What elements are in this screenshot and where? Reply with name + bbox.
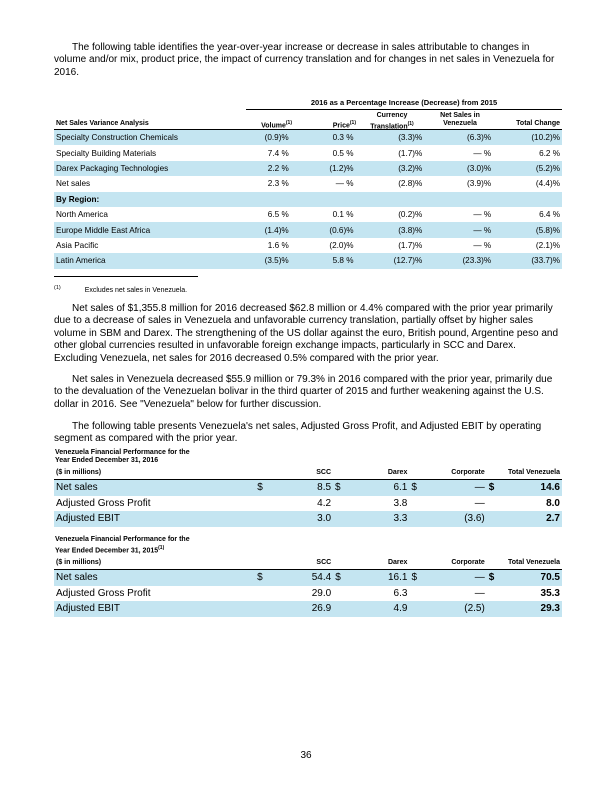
table-row: Specialty Building Materials 7.4 % 0.5 % (1.7)% — % 6.2 % <box>56 148 560 158</box>
table-row: Specialty Construction Chemicals (0.9)% 0.3 % (3.3)% (6.3)% (10.2)% <box>54 130 562 145</box>
table-row: Net sales $ 8.5 $ 6.1 $ — $ 14.6 <box>54 480 562 496</box>
table-row: Darex Packaging Technologies 2.2 % (1.2)% (3.2)% (3.0)% (5.2)% <box>54 161 562 176</box>
net-sales-paragraph: Net sales of $1,355.8 million for 2016 decreased $62.8 million or 4.4% compared with the prior year primarily due to a decrease of sales in Venezuela and unfavorable currency translation, partially offset by higher sales volume in SBM and Darex. The strengthening of the US dollar against the euro, British pound, Argentine peso and other global currencies resulted in unfavorable foreign exchange impacts, particularly in SCC and Darex. Excluding Venezuela, net sales for 2016 decreased 0.5% compared with the prior year. <box>54 303 559 364</box>
table-row: Asia Pacific 1.6 % (2.0)% (1.7)% — % (2.1)% <box>56 240 560 250</box>
table-row: Adjusted Gross Profit 29.0 6.3 — 35.3 <box>56 587 560 599</box>
venezuela-paragraph: Net sales in Venezuela decreased $55.9 million or 79.3% in 2016 compared with the prior year, primarily due to the devaluation of the Venezuelan bolivar in the third quarter of 2015 and further weakening against the U.S. dollar in 2016. See "Venezuela" below for further discussion. <box>54 374 553 410</box>
venezuela-2016-table <box>54 465 562 527</box>
variance-label-header: Net Sales Variance Analysis <box>56 120 149 127</box>
variance-group-header: 2016 as a Percentage Increase (Decrease) from 2015 <box>310 98 498 107</box>
table-row: Adjusted EBIT 26.9 4.9 (2.5) 29.3 <box>54 601 562 617</box>
page-number: 36 <box>300 750 312 761</box>
currency-header: Currency Translation$^{(1)}$ <box>370 112 414 131</box>
table-row: Europe Middle East Africa (1.4)% (0.6)% (3.8)% — % (5.8)% <box>54 222 562 237</box>
volume-header: Volume$^{(1)}$ <box>261 120 292 130</box>
table-row: Adjusted EBIT 3.0 3.3 (3.6) 2.7 <box>54 511 562 527</box>
table-row: By Region: <box>54 192 562 207</box>
table-row: Adjusted Gross Profit 4.2 3.8 — 8.0 <box>56 497 560 509</box>
group-header-rule <box>246 109 562 110</box>
table-header-row: ($ in millions) SCC Darex Corporate Total Venezuela <box>54 555 562 570</box>
venezuela-header: Net Sales in Venezuela <box>440 112 480 127</box>
table-row: Net sales $ 54.4 $ 16.1 $ — $ 70.5 <box>54 570 562 586</box>
intro-paragraph: The following table identifies the year-over-year increase or decrease in sales attributable to changes in volume and/or mix, product price, the impact of currency translation and for changes in net sales in Venezuela for 2016. <box>54 42 555 78</box>
footnote-rule <box>54 276 198 277</box>
table-row: Latin America (3.5)% 5.8 % (12.7)% (23.3)% (33.7)% <box>54 253 562 268</box>
table-row: North America 6.5 % 0.1 % (0.2)% — % 6.4 % <box>56 210 560 220</box>
table-intro-paragraph: The following table presents Venezuela's net sales, Adjusted Gross Profit, and Adjusted EBIT by operating segment as compared with the prior year. <box>54 421 542 445</box>
footnote: $^{(1)}$ Excludes net sales in Venezuela. <box>54 285 188 295</box>
table-header-row: ($ in millions) SCC Darex Corporate Total Venezuela <box>54 465 562 480</box>
ven2015-title: Venezuela Financial Performance for the Year Ended December 31, 2015$^{(1)}$ <box>55 536 190 555</box>
total-change-header: Total Change <box>516 120 560 127</box>
table-row: Net sales 2.3 % — % (2.8)% (3.9)% (4.4)% <box>56 179 560 189</box>
variance-table <box>54 130 562 269</box>
price-header: Price$^{(1)}$ <box>332 120 356 130</box>
venezuela-2015-table <box>54 555 562 617</box>
ven2016-title: Venezuela Financial Performance for the Year Ended December 31, 2016 <box>55 449 190 465</box>
